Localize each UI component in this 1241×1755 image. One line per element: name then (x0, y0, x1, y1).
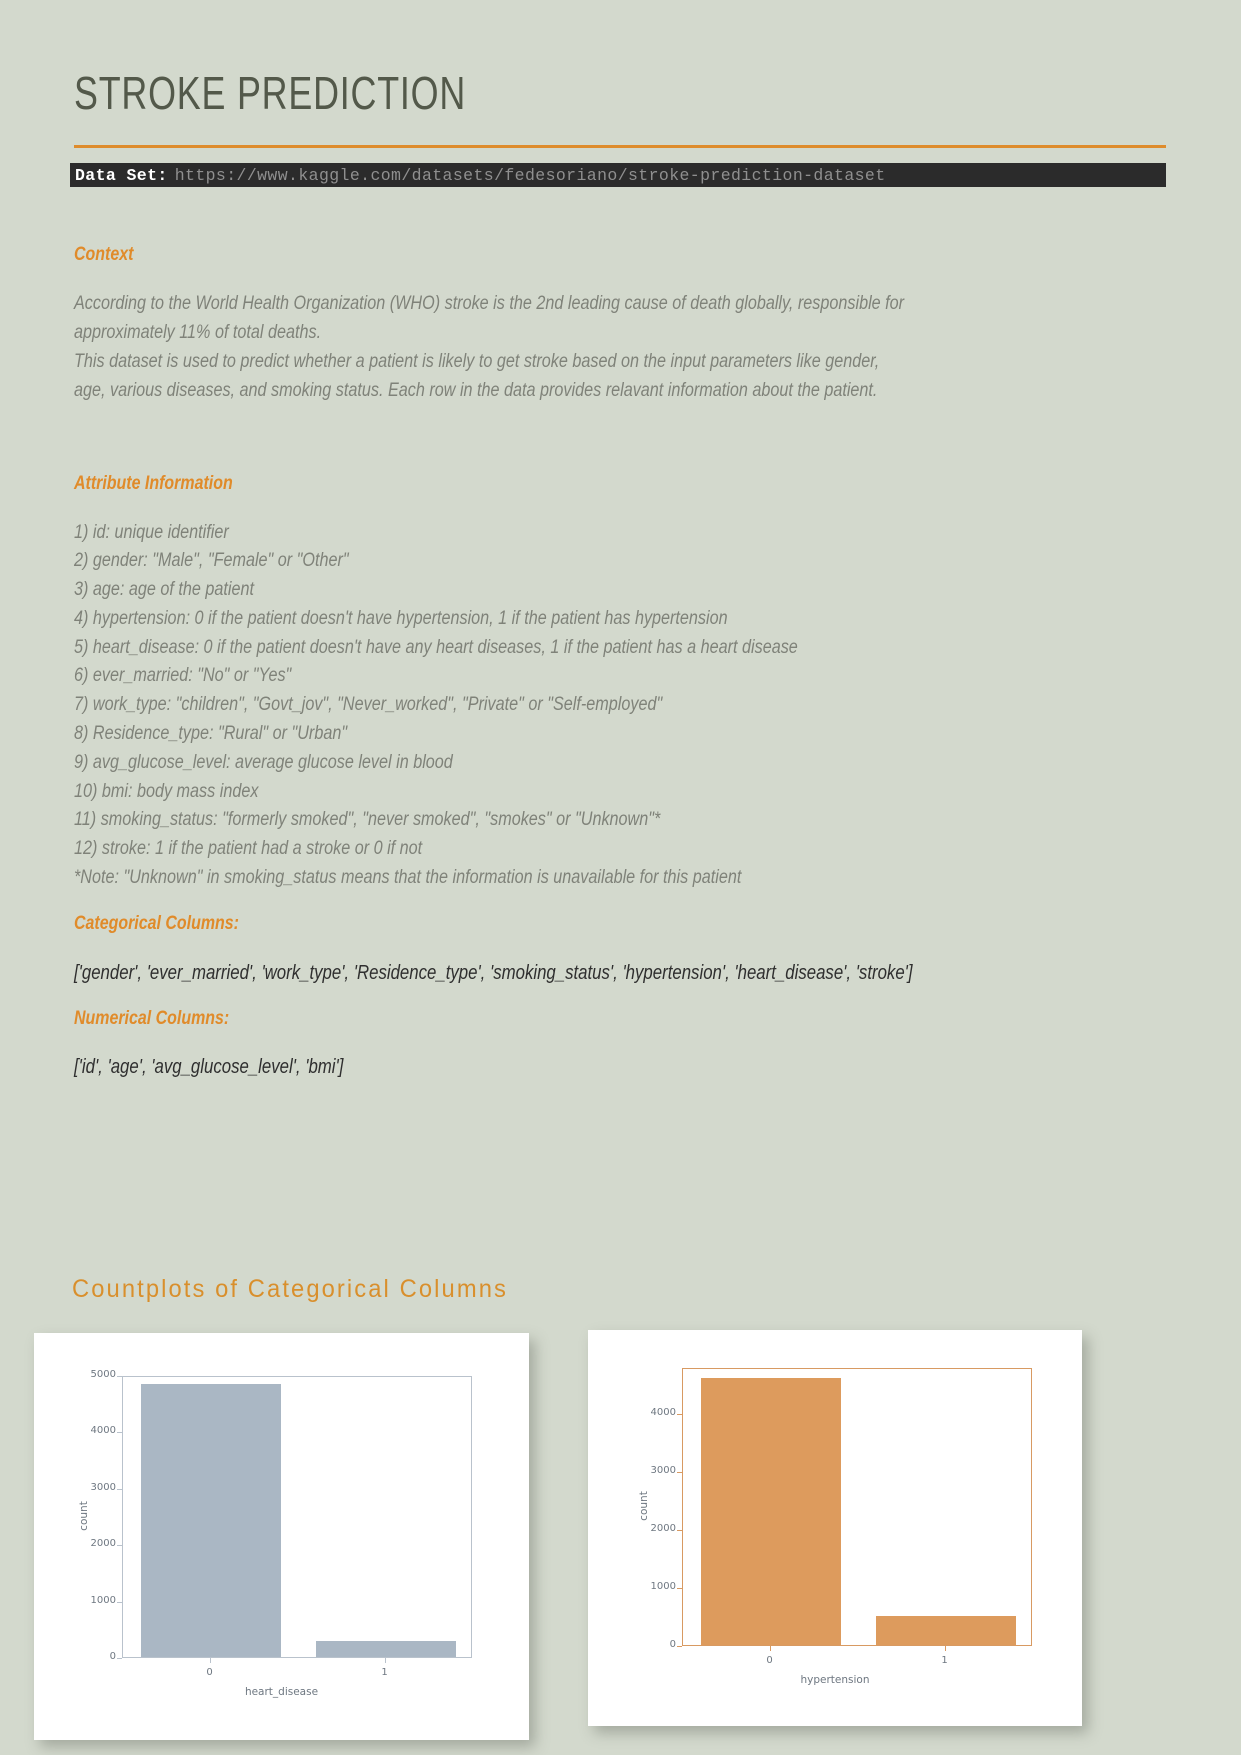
attribute-note: *Note: "Unknown" in smoking_status means that the information is unavailable for this patient (74, 866, 742, 888)
y-tick-label: 2000 (650, 1523, 676, 1535)
title-divider (74, 145, 1166, 148)
y-tick-label: 5000 (90, 1369, 116, 1380)
chart-card-hypertension (588, 1330, 1082, 1726)
attribute-item-9: 9) avg_glucose_level: average glucose level in blood (74, 751, 453, 773)
y-tick-mark (677, 1646, 682, 1647)
attribute-item-6: 6) ever_married: "No" or "Yes" (74, 664, 292, 686)
y-tick-mark (117, 1489, 122, 1490)
x-tick-mark (210, 1658, 211, 1663)
y-tick-label: 1000 (650, 1581, 676, 1593)
y-tick-mark (677, 1530, 682, 1531)
x-tick-label: 0 (766, 1655, 773, 1666)
attribute-item-7: 7) work_type: "children", "Govt_jov", "Never_worked", "Private" or "Self-employed" (74, 693, 663, 715)
attribute-item-1: 1) id: unique identifier (74, 521, 229, 543)
x-tick-label: 0 (206, 1667, 213, 1678)
bar-heart_disease-0 (141, 1384, 281, 1657)
categorical-columns-value: ['gender', 'ever_married', 'work_type', 'Residence_type', 'smoking_status', 'hypertension', 'heart_disease', 'stroke'] (74, 962, 913, 984)
bar-hypertension-0 (701, 1378, 841, 1645)
y-axis-label: count (638, 1491, 650, 1521)
numerical-columns-heading: Numerical Columns: (74, 1008, 230, 1029)
y-tick-mark (117, 1602, 122, 1603)
y-axis-label: count (78, 1501, 90, 1531)
context-line-3: This dataset is used to predict whether a patient is likely to get stroke based on the input parameters like gender, (74, 350, 880, 372)
dataset-bar (70, 163, 1166, 187)
y-tick-label: 1000 (90, 1594, 116, 1606)
y-tick-mark (117, 1658, 122, 1659)
context-line-2: approximately 11% of total deaths. (74, 321, 322, 343)
context-heading: Context (74, 244, 134, 265)
numerical-columns-value: ['id', 'age', 'avg_glucose_level', 'bmi'] (74, 1056, 344, 1078)
attribute-item-10: 10) bmi: body mass index (74, 780, 259, 802)
countplot-heart-disease (34, 1333, 529, 1740)
y-tick-mark (677, 1414, 682, 1415)
y-tick-mark (117, 1376, 122, 1377)
context-line-1: According to the World Health Organization (WHO) stroke is the 2nd leading cause of death globally, responsible for (74, 292, 905, 314)
attribute-item-12: 12) stroke: 1 if the patient had a stroke or 0 if not (74, 837, 423, 859)
page-title: STROKE PREDICTION (74, 67, 467, 119)
x-tick-label: 1 (941, 1655, 948, 1666)
bar-heart_disease-1 (316, 1641, 456, 1657)
dataset-label: Data Set: (75, 165, 168, 185)
plot-axes (682, 1368, 1032, 1646)
y-tick-label: 0 (669, 1639, 676, 1650)
x-axis-label: hypertension (800, 1674, 870, 1686)
attribute-item-5: 5) heart_disease: 0 if the patient doesn't have any heart diseases, 1 if the patient has a heart disease (74, 636, 798, 658)
x-tick-mark (385, 1658, 386, 1663)
plot-axes (122, 1376, 472, 1658)
y-tick-label: 0 (109, 1651, 116, 1662)
attribute-item-8: 8) Residence_type: "Rural" or "Urban" (74, 722, 348, 744)
countplot-hypertension (588, 1330, 1082, 1726)
y-tick-mark (117, 1432, 122, 1433)
context-line-4: age, various diseases, and smoking status. Each row in the data provides relavant information about the patient. (74, 379, 878, 401)
chart-card-heart-disease (34, 1333, 529, 1740)
attribute-item-2: 2) gender: "Male", "Female" or "Other" (74, 549, 349, 571)
attribute-item-4: 4) hypertension: 0 if the patient doesn't have hypertension, 1 if the patient has hypertension (74, 607, 728, 629)
categorical-columns-heading: Categorical Columns: (74, 913, 239, 934)
dataset-url-link[interactable]: https://www.kaggle.com/datasets/fedesoriano/stroke-prediction-dataset (174, 165, 886, 185)
y-tick-label: 3000 (650, 1465, 676, 1477)
x-axis-label: heart_disease (244, 1686, 319, 1698)
y-tick-label: 2000 (90, 1538, 116, 1550)
y-tick-mark (117, 1545, 122, 1546)
attribute-item-11: 11) smoking_status: "formerly smoked", "never smoked", "smokes" or "Unknown"* (74, 808, 661, 830)
y-tick-label: 4000 (90, 1425, 116, 1437)
attributes-heading: Attribute Information (74, 473, 233, 494)
x-tick-mark (945, 1646, 946, 1651)
y-tick-mark (677, 1472, 682, 1473)
y-tick-label: 3000 (90, 1481, 116, 1493)
x-tick-label: 1 (381, 1667, 388, 1678)
x-tick-mark (770, 1646, 771, 1651)
y-tick-mark (677, 1588, 682, 1589)
bar-hypertension-1 (876, 1616, 1016, 1645)
attribute-item-3: 3) age: age of the patient (74, 578, 254, 600)
y-tick-label: 4000 (650, 1407, 676, 1419)
countplots-section-title: Countplots of Categorical Columns (72, 1275, 508, 1303)
